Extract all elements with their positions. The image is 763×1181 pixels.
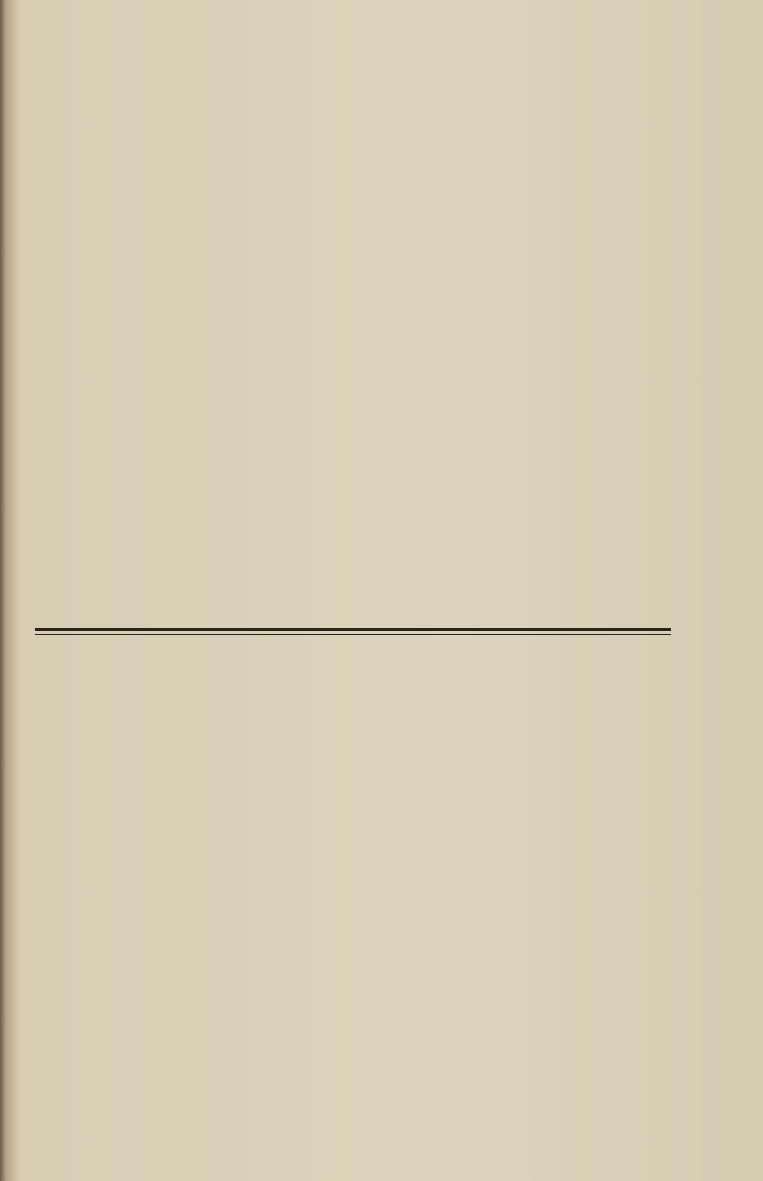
divider-thin (35, 634, 671, 635)
divider-thick (35, 628, 671, 631)
